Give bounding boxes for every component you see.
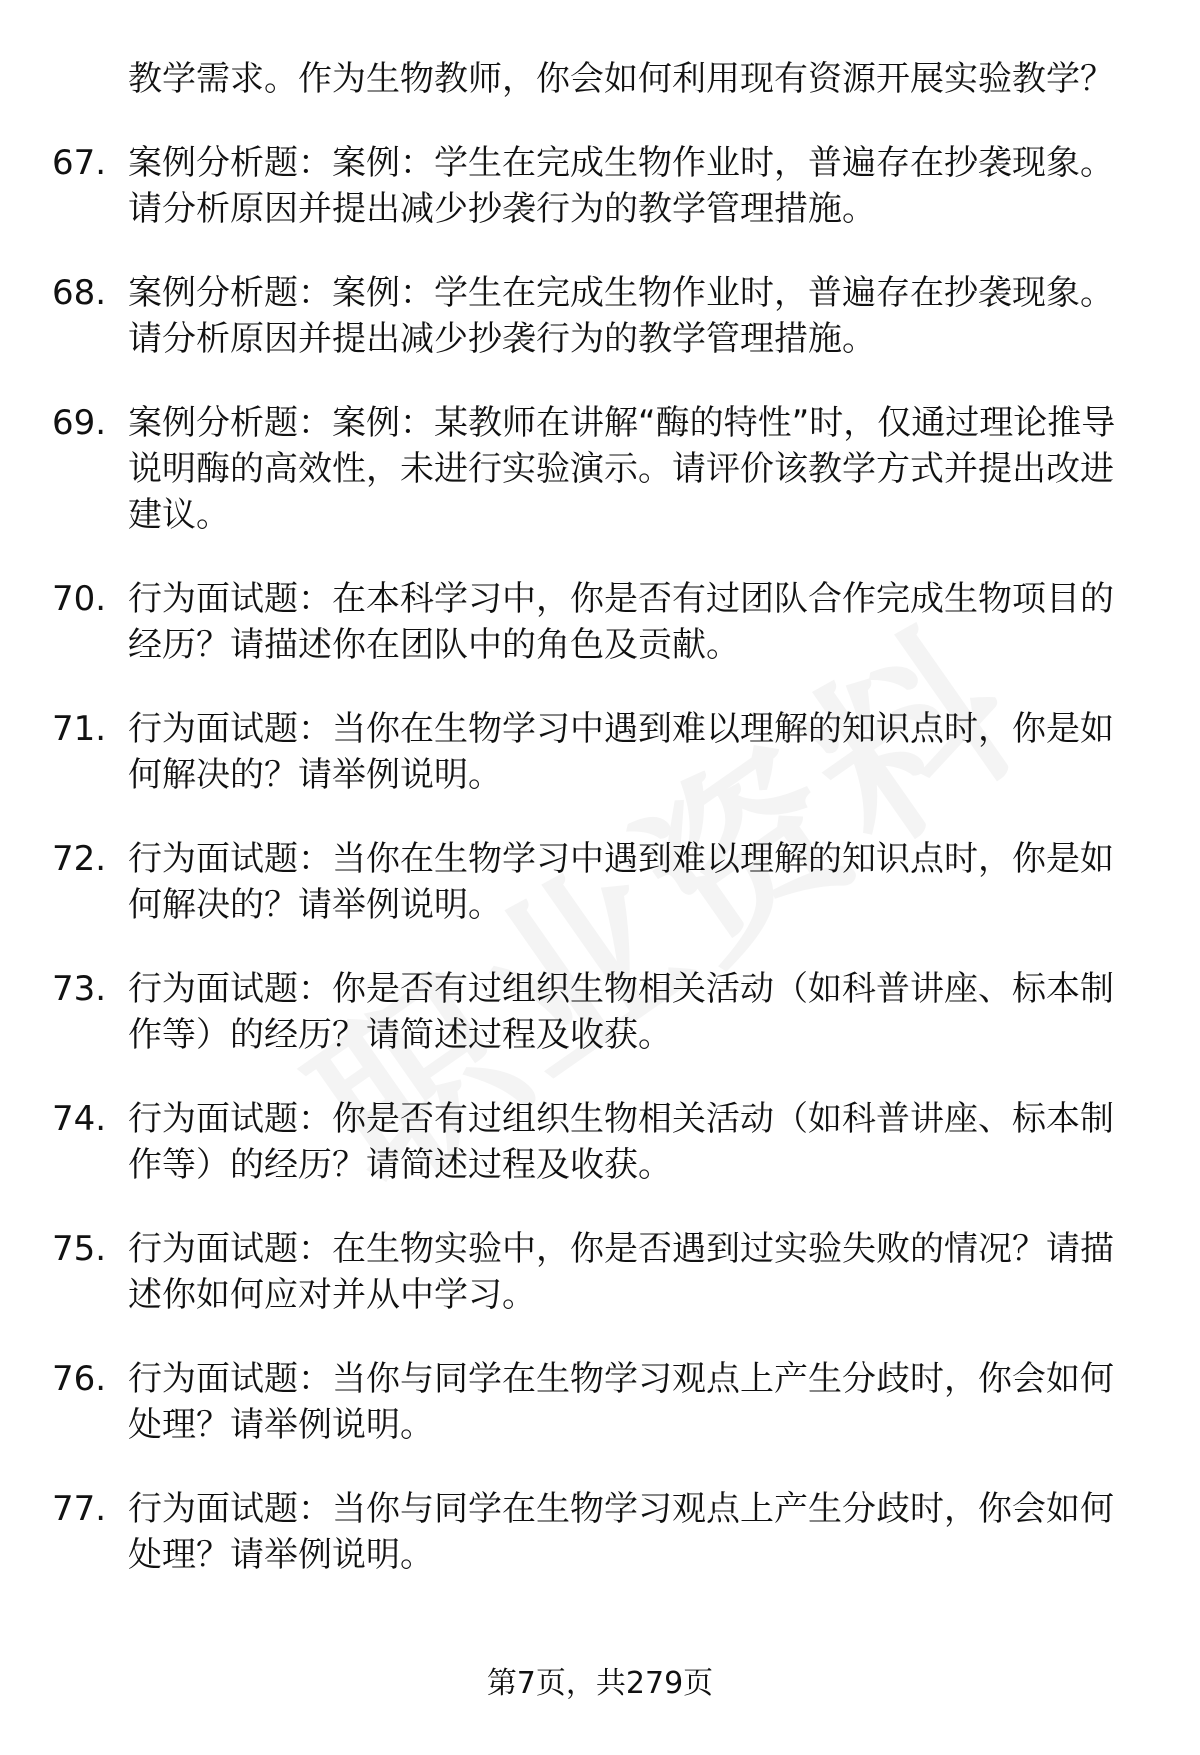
question-text: 行为面试题：当你在生物学习中遇到难以理解的知识点时，你是如何解决的？请举例说明。 (128, 709, 1114, 795)
question-item (0, 1096, 1138, 1188)
question-number: 71. (52, 709, 107, 749)
question-item (0, 1226, 1138, 1318)
question-text: 案例分析题：案例：学生在完成生物作业时，普遍存在抄袭现象。请分析原因并提出减少抄袭行为的教学管理措施。 (128, 273, 1114, 359)
question-number: 73. (52, 969, 107, 1009)
question-item (0, 706, 1138, 798)
continued-question-text: 教学需求。作为生物教师，你会如何利用现有资源开展实验教学？ (128, 59, 1114, 99)
question-list (0, 56, 1200, 1616)
question-number: 72. (52, 839, 107, 879)
question-item (0, 576, 1138, 668)
question-text: 行为面试题：你是否有过组织生物相关活动（如科普讲座、标本制作等）的经历？请简述过程及收获。 (128, 1099, 1114, 1185)
question-number: 68. (52, 273, 107, 313)
question-text: 行为面试题：当你与同学在生物学习观点上产生分歧时，你会如何处理？请举例说明。 (128, 1489, 1114, 1575)
question-item (0, 966, 1138, 1058)
question-number: 74. (52, 1099, 107, 1139)
question-number: 69. (52, 403, 107, 443)
question-number: 76. (52, 1359, 107, 1399)
question-text: 行为面试题：你是否有过组织生物相关活动（如科普讲座、标本制作等）的经历？请简述过程及收获。 (128, 969, 1114, 1055)
question-item (0, 140, 1138, 232)
question-item (0, 270, 1138, 362)
question-text: 行为面试题：在本科学习中，你是否有过团队合作完成生物项目的经历？请描述你在团队中的角色及贡献。 (128, 579, 1114, 665)
question-text: 行为面试题：在生物实验中，你是否遇到过实验失败的情况？请描述你如何应对并从中学习。 (128, 1229, 1114, 1315)
page-number-footer: 第7页，共279页 (486, 1666, 714, 1701)
question-number: 70. (52, 579, 107, 619)
question-text: 行为面试题：当你与同学在生物学习观点上产生分歧时，你会如何处理？请举例说明。 (128, 1359, 1114, 1445)
question-item (0, 836, 1138, 928)
question-text: 行为面试题：当你在生物学习中遇到难以理解的知识点时，你是如何解决的？请举例说明。 (128, 839, 1114, 925)
question-item (0, 400, 1138, 538)
question-text: 案例分析题：案例：学生在完成生物作业时，普遍存在抄袭现象。请分析原因并提出减少抄袭行为的教学管理措施。 (128, 143, 1114, 229)
question-number: 75. (52, 1229, 107, 1269)
question-item (0, 1356, 1138, 1448)
question-text: 案例分析题：案例：某教师在讲解“酶的特性”时，仅通过理论推导说明酶的高效性，未进行实验演示。请评价该教学方式并提出改进建议。 (128, 403, 1116, 535)
question-number: 77. (52, 1489, 107, 1529)
question-number: 67. (52, 143, 107, 183)
question-item (0, 1486, 1138, 1578)
